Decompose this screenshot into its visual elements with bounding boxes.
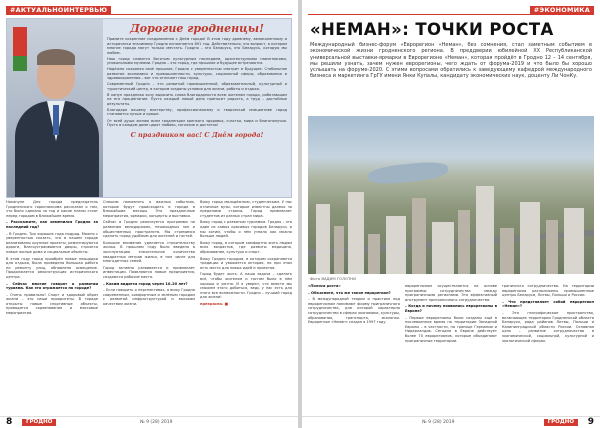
article-column	[502, 284, 594, 412]
article-paragraph: В этом году город приобрёл новые площадки для отдыха, была проведена большая работа по ремонту улиц, обновлено освещение. Продолжается реконструкция исторического центра.	[6, 256, 98, 279]
photo-building	[564, 208, 584, 274]
article-subhead: «Полоса роста»	[308, 284, 341, 288]
greeting-block	[6, 18, 292, 198]
city-tag: ГРОДНО	[544, 419, 578, 426]
city-tag: ГРОДНО	[22, 419, 56, 426]
greeting-paragraph: Наш город славится богатым культурным наследием, архитектурными памятниками, уникальными музеями. Гродно – это город, где прошлое и будущее встречаются.	[107, 56, 287, 66]
greeting-paragraph: Надёжно сохраняя своё прошлое, Гродно с уверенностью смотрит в будущее. Стабильное развитие экономики и промышленности, культуры, социальной сферы, образования и здравоохранения – вот что отличает наш город.	[107, 67, 287, 81]
article-column	[103, 200, 195, 408]
portrait-hair	[37, 49, 75, 65]
greeting-paragraph: Современный Гродно – это развитый промышленный, образовательный, культурный и туристический центр, в котором созданы условия для жизни, работы и отдыха.	[107, 82, 287, 91]
article-column	[6, 200, 98, 408]
interview-question: – Сейчас многие говорят о развитии туризма. Как это отражается на городе?	[6, 281, 98, 291]
article-paragraph: Вижу Гродно городом, в котором сохраняются традиции и уважается история, но при этом есть место для новых идей и проектов.	[200, 256, 292, 270]
greeting-paragraph: В канун праздника хочу выразить слова благодарности всем жителям города, работающим на его процветание. Пусть каждый новый день приносит радость, а труд – достойные результаты.	[107, 92, 287, 106]
article-paragraph: – Это географическое пространство, включающее территории Гродненской области Беларуси, ряда районов Литвы, Польши и Калининградской области России. Основная цель – развитие сотрудничества в экономической, социальной, культурной и экологической сферах.	[502, 310, 594, 343]
photo-building	[368, 234, 380, 274]
greeting-paragraph: Примите искренние поздравления с Днём города! В этом году древнему, великолепному и исторически значимому Гродно исполняется 891 год. Действительно, это возраст, о котором многие города могут только мечтать. Гродно – это Беларусь, это Беларусь, которую мы любим.	[107, 37, 287, 55]
photo-building	[546, 220, 558, 274]
page-footer	[0, 416, 298, 428]
article-paragraph: – Очень правильно! Спорт и здоровый образ жизни – это наши приоритеты. В городе открыты новые спортивные объекты, проводятся соревнования и массовые мероприятия.	[6, 292, 98, 316]
article-paragraph: Город будет жить. А наша задача – сделать всё, чтобы жителям и гостям было в нём хорошо и уютно. И я уверен, что вместе мы сможем этого добиться, ведь у нас есть для этого все возможности. Гродно – лучший город для жизни!	[200, 272, 292, 300]
article-paragraph: – В Гродно. Три хороших года подряд. Можно с уверенностью сказать, что в нашем городе реализованы крупные проекты, ремонтируются дороги, благоустраиваются дворы, строятся новые жилые дома и социальные объекты.	[6, 231, 98, 254]
photo-river	[367, 160, 448, 186]
left-page	[0, 0, 298, 428]
greeting-text	[107, 22, 287, 194]
official-portrait	[7, 19, 103, 197]
article-column	[200, 200, 292, 408]
article-paragraph: Сейчас в Гродно реализуется программа по развитию велодорожек, пешеходных зон и общественных пространств. Мы стремимся сделать город удобным для жителей и гостей.	[103, 220, 195, 239]
greeting-title: Дорогие гродненцы!	[130, 22, 264, 35]
interview-question: – Расскажите, как изменился Гродно за последний год?	[6, 220, 98, 229]
greeting-signature: С праздником вас! С Днём города!	[130, 130, 264, 139]
right-page	[302, 0, 600, 428]
article-paragraph: – В международной теории и практике под еврорегионом понимают форму приграничного сотрудничества, для которой характерно сотрудничество в сферах экономики, культуры, образования, транспорта, экологии. Еврорегион «Неман» создан в 1997 году.	[308, 297, 400, 325]
photo-building	[458, 210, 470, 274]
photo-building	[348, 192, 364, 274]
portrait-tie	[53, 105, 59, 135]
article-paragraph: – Если говорить о перспективах, я вижу Гродно современным, комфортным и зелёным городом с развитой инфраструктурой и высоким качеством жизни.	[103, 288, 195, 306]
photo-building	[316, 204, 330, 274]
photo-building	[520, 202, 540, 274]
interview-question: – Каким видится город через 10–20 лет?	[103, 281, 188, 286]
issue-number: № 9 (28) 2019	[422, 420, 455, 425]
rubric-divider	[308, 14, 594, 15]
issue-number: № 9 (28) 2019	[140, 420, 173, 425]
page-footer	[302, 416, 600, 428]
greeting-paragraph: Благодаря вашему мастерству, профессионализму и творческой инициативе город становится лучше и краше.	[107, 107, 287, 117]
city-aerial-photo	[308, 116, 594, 274]
article-paragraph: Вижу город молодёжным, студенческим. У нас отличные вузы, которые известны далеко за пределами страны. Город привлекает студентов из разных стран мира.	[200, 200, 292, 218]
article-paragraph: еврорегионом осуществляется на основе программы сотрудничества между приграничными регионами. Это эффективный инструмент приграничного сотрудничества.	[405, 284, 497, 302]
page-number: 8	[6, 417, 13, 427]
article-column	[308, 284, 400, 412]
article-headline: «НЕМАН»: ТОЧКИ РОСТА	[310, 20, 554, 39]
article-paragraph: Большое внимание уделяется строительству жилья. В прошлом году было введено в эксплуатацию значительное количество квадратных метров жилья, в том числе для многодетных семей.	[103, 240, 195, 264]
article-paragraph: – Первые еврорегионы были созданы ещё в послевоенное время на территории Западной Европы – в частности, на границе Германии и Нидерландов. Сегодня в Европе действует более 70 еврорегионов, которые объединяют приграничные территории.	[405, 315, 497, 343]
photo-building	[432, 222, 454, 274]
article-paragraph: Накануне Дня города председатель Гродненского горисполкома рассказал о том, что было сделано за год и какие планы стоят перед городом в ближайшее время.	[6, 200, 98, 218]
interview-question: – Что представляет собой еврорегион «Неман»?	[502, 299, 594, 309]
rubric-divider	[6, 14, 292, 15]
article-lead: Международный бизнес-форум «Еврорегион «Неман», без сомнения, стал заметным событием в экономической жизни гродненского региона. В преддверии юбилейной XX Республиканской универсальной выставки-ярмарки в Еврорегионе «Неман», которая пройдёт в Гродно 12 – 14 сентября, мы решили узнать, зачем нужен еврорегионы, чего ждать от форума-2019 и что было бы хорошо услышать на форуме-2020. С этими вопросами обратились к заведующему кафедрой международного бизнеса и маркетинга ГрГУ имени Янки Купалы, кандидату экономических наук, доценту Ли ЧонКу.	[310, 42, 592, 80]
interview-question: – Когда и почему появились еврорегионы в Европе?	[405, 304, 497, 313]
photo-credit: Фото ВАДИМ ГОЛОТНИ	[310, 276, 356, 281]
article-columns	[308, 284, 594, 412]
article-column	[405, 284, 497, 412]
page-number: 9	[587, 417, 594, 427]
rubric-tag: #АКТУАЛЬНОИНТЕРВЬЮ	[6, 6, 111, 15]
rubric-tag: #ЭКОНОМИКА	[530, 6, 594, 15]
photo-building	[500, 228, 514, 274]
article-columns	[6, 200, 292, 408]
article-paragraph: Город активно развивается и привлекает инвестиции. Появляются новые предприятия, создаются рабочие места.	[103, 265, 195, 279]
article-paragraph: граничного сотрудничества. На территории еврорегиона расположены промышленные центры Беларуси, Литвы, Польши и России.	[502, 284, 594, 298]
greeting-paragraph: От всей души желаю всем гродненцам крепкого здоровья, счастья, мира и благополучия. Пусть в каждом доме царят любовь, согласие и достаток!	[107, 118, 287, 128]
flag-icon	[13, 27, 27, 71]
article-paragraph: Спешим напомнить о важных событиях, которые будут происходить в городе в ближайшие месяцы. Это праздничные мероприятия, ярмарки, концерты и выставки.	[103, 200, 195, 218]
photo-building	[334, 226, 344, 274]
photo-building	[412, 198, 426, 274]
article-paragraph: Вижу город, в котором комфортно жить людям всех возрастов, где развиты медицина, образование, культура и спорт.	[200, 240, 292, 254]
article-paragraph: Вижу город с развитым туризмом. Гродно – это один из самых красивых городов Беларуси, и мы хотим, чтобы о нём узнало как можно больше людей.	[200, 220, 292, 239]
article-paragraph: прекрасно. ■	[200, 301, 229, 306]
photo-building	[476, 186, 494, 274]
interview-question: – Объясните, что же такое еврорегион?	[308, 290, 391, 295]
photo-building	[386, 216, 406, 274]
